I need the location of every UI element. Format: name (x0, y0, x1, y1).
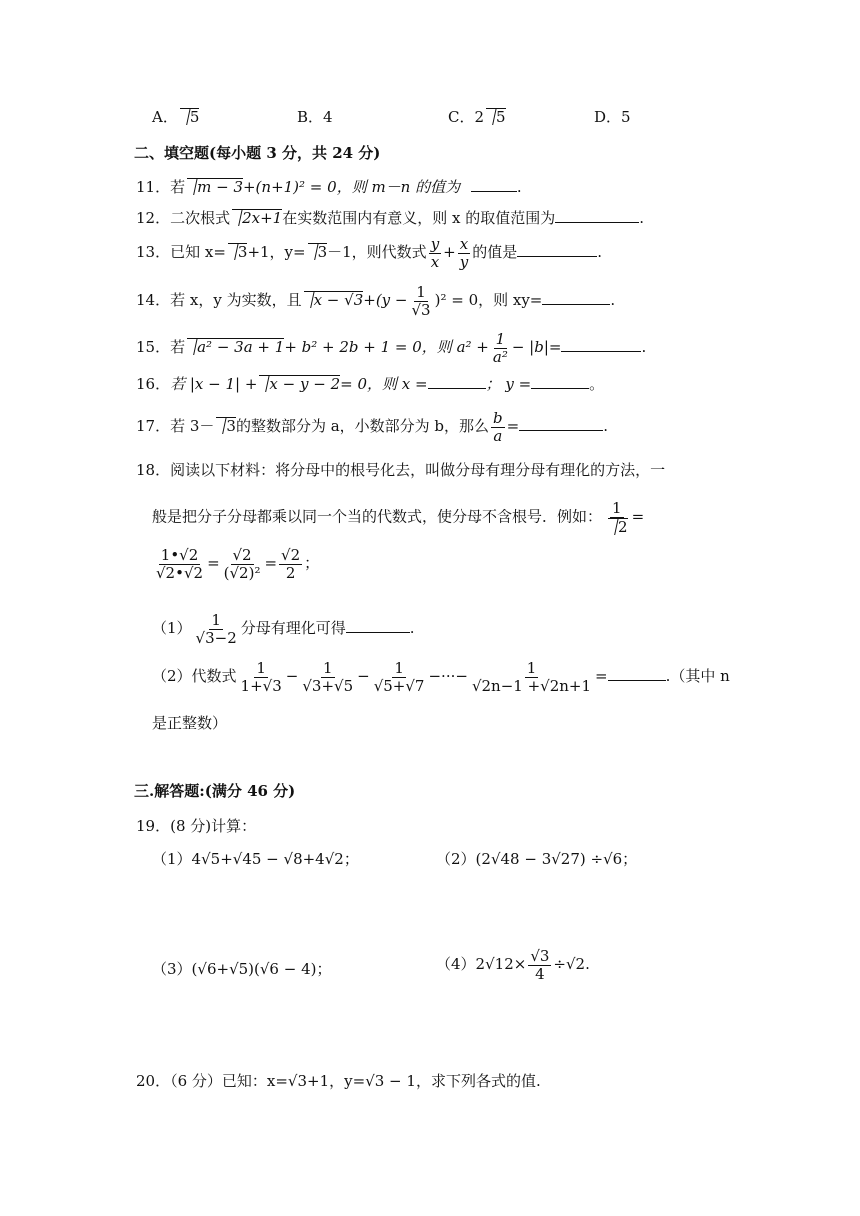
question-19 (136, 815, 256, 836)
question-14 (136, 284, 615, 318)
q13-sqrt1: 3 (228, 243, 248, 261)
q12-end: . (639, 209, 645, 227)
question-16 (136, 373, 604, 394)
q18-num: 18． (136, 461, 171, 479)
q12-radical: 2x+1 (232, 209, 282, 227)
question-17 (136, 410, 608, 444)
option-a-letter: A． (152, 108, 178, 126)
question-18-example (152, 547, 319, 581)
q14-pre: 若 x，y 为实数，且 (170, 291, 302, 309)
q18-term2: $\frac{1}{√3+√5}$ (302, 659, 354, 695)
option-c (448, 106, 506, 127)
question-15 (136, 331, 646, 365)
q14-num: 14． (136, 291, 171, 309)
q11-end: . (516, 178, 522, 196)
question-18-part1 (152, 612, 415, 646)
q18-p1-frac: $\frac{1}{√3-2}$ (195, 611, 237, 647)
option-d-value: 5 (621, 108, 631, 126)
question-18-line1 (136, 459, 665, 480)
q16-num: 16． (136, 375, 171, 393)
q15-radical: a² − 3a + 1 (187, 338, 284, 356)
q18-ex4-frac: $\frac{√2}{2}$ (281, 546, 301, 582)
q17-end: . (603, 417, 609, 435)
q17-pre: 若 3－ (170, 417, 215, 435)
q19-item3: （3）(√6+√5)(√6 − 4)； (152, 960, 332, 978)
q19-item2: （2）(2√48 − 3√27) ÷√6； (436, 850, 638, 868)
option-b-letter: B． (297, 108, 324, 126)
q14-frac: $\frac{1}{√3}$ (411, 283, 431, 319)
q19-item1: （1）4√5+√45 − √8+4√2； (152, 850, 359, 868)
q18-p2-label: （2）代数式 (152, 667, 237, 685)
q11-num: 11． (136, 178, 171, 196)
q13-answer-blank[interactable] (517, 255, 597, 257)
q15-answer-blank[interactable] (561, 350, 641, 352)
q19-num: 19． (136, 817, 171, 835)
option-b (297, 106, 333, 127)
q20-num: 20． (136, 1072, 171, 1090)
q20-text: （6 分）已知：x=√3+1，y=√3 − 1，求下列各式的值. (170, 1072, 541, 1090)
q19-i4-frac: $\frac{√3}{4}$ (530, 947, 550, 983)
q18-p1-answer-blank[interactable] (346, 631, 410, 633)
question-18-line2 (152, 500, 644, 535)
question-12 (136, 207, 644, 228)
q11-answer-blank[interactable] (471, 190, 517, 192)
q15-pre: 若 (170, 338, 186, 356)
option-d (594, 106, 631, 127)
section2-title: 二、填空题(每小题 3 分，共 24 分) (134, 144, 381, 162)
q14-post: )² = 0，则 xy= (434, 291, 543, 309)
q17-post: 的整数部分为 a，小数部分为 b，那么 (235, 417, 490, 435)
q13-post: 的值是 (472, 243, 518, 261)
q18-eq-1: = (631, 507, 645, 526)
q12-answer-blank[interactable] (555, 221, 639, 223)
q16-pre: 若 |x − 1| + (170, 375, 258, 393)
q12-pre: 二次根式 (170, 209, 231, 227)
q15-num: 15． (136, 338, 171, 356)
q16-sep: ； y = (485, 375, 532, 393)
q19-title: (8 分)计算： (170, 817, 257, 835)
option-a-sqrt: 5 (180, 108, 200, 126)
q16-x-blank[interactable] (428, 387, 486, 389)
q13-pre: 已知 x= (170, 243, 226, 261)
q13-frac1: $\frac{y}{x}$ (430, 235, 440, 271)
question-18-part2: （2）代数式 $\frac{1}{1+√3}$ − $\frac{1}{√3+√5}$ − $\frac{1}{√5+√7}$ −···− $\frac{1}{√2n-1 +√2n+1}$ = .（其中 n (152, 659, 730, 695)
q13-plus: + (443, 243, 456, 261)
q19-i4-pre: （4）2√12× (436, 955, 527, 973)
q18-term3: $\frac{1}{√5+√7}$ (373, 659, 425, 695)
q13-end: . (597, 243, 603, 261)
q18-p1-label: （1） (152, 619, 192, 637)
option-c-letter: C． (448, 108, 475, 126)
q18-ex3-frac: $\frac{√2}{\text{(√2)²}}$ (223, 546, 261, 582)
q14-answer-blank[interactable] (542, 303, 610, 305)
q13-sqrt2: 3 (308, 243, 328, 261)
q18-p2-eq: = (595, 667, 608, 685)
option-b-value: 4 (323, 108, 333, 126)
q17-radical: 3 (216, 417, 236, 435)
q14-radical: x − √3 (304, 291, 364, 309)
q11-radical: m − 3 (187, 178, 243, 196)
question-18-part2-line2: 是正整数） (152, 714, 228, 732)
option-a (152, 106, 199, 127)
q17-num: 17． (136, 417, 171, 435)
q18-p2-post: .（其中 n (665, 667, 730, 685)
question-13 (136, 236, 602, 270)
q11-pre: 若 (170, 178, 186, 196)
q17-answer-blank[interactable] (519, 429, 603, 431)
q12-post: 在实数范围内有意义，则 x 的取值范围为 (282, 209, 556, 227)
q18-termn: $\frac{1}{√2n-1 +√2n+1}$ (471, 659, 592, 695)
q13-mid2: －1，则代数式 (327, 243, 427, 261)
q18-line1: 阅读以下材料：将分母中的根号化去，叫做分母有理分母有理化的方法，一 (170, 461, 666, 479)
q18-eq-2: = (207, 554, 220, 572)
q18-ex2-frac: $\frac{1•√2}{√2•√2}$ (156, 546, 204, 582)
q18-term1: $\frac{1}{1+√3}$ (240, 659, 282, 695)
q18-example-frac: $\frac{1}{2}$ (604, 500, 630, 535)
q16-end: 。 (589, 375, 605, 393)
question-11 (136, 176, 522, 197)
q18-p2-answer-blank[interactable] (608, 679, 666, 681)
q17-frac: $\frac{b}{a}$ (493, 409, 503, 445)
q11-mid: +(n+1)² = 0，则 m－n 的值为 (242, 178, 461, 196)
option-c-sqrt: 5 (486, 108, 506, 126)
q13-num: 13． (136, 243, 171, 261)
question-20 (136, 1070, 541, 1091)
q13-frac2: $\frac{x}{y}$ (459, 235, 469, 271)
q18-p1-end: . (409, 619, 415, 637)
q16-radical: x − y − 2 (259, 375, 340, 393)
q12-num: 12． (136, 209, 171, 227)
q18-eq-3: = (264, 554, 278, 572)
q18-dots: −···− (428, 667, 468, 685)
option-c-coef: 2 (474, 108, 485, 126)
q16-mid: = 0，则 x = (340, 375, 428, 393)
q13-mid1: +1，y= (247, 243, 306, 261)
q18-semi: ； (304, 554, 320, 572)
q19-i4-post: ÷√2. (553, 955, 590, 973)
q14-end: . (610, 291, 616, 309)
q15-end: . (641, 338, 647, 356)
option-d-letter: D． (594, 108, 622, 126)
section3-title: 三.解答题:(满分 46 分) (134, 782, 296, 800)
q18-p1-post: 分母有理化可得 (240, 619, 346, 637)
q15-frac: $\frac{1}{\text{a²}}$ (492, 330, 508, 366)
q18-line2: 般是把分子分母都乘以同一个当的代数式，使分母不含根号．例如： (152, 507, 603, 526)
q17-eq: = (506, 417, 520, 435)
q15-post: − |b|= (511, 338, 562, 356)
q15-mid: + b² + 2b + 1 = 0，则 a² + (284, 338, 489, 356)
q14-mid: +(y − (363, 291, 408, 309)
q16-y-blank[interactable] (531, 387, 589, 389)
q19-item4 (436, 948, 590, 982)
